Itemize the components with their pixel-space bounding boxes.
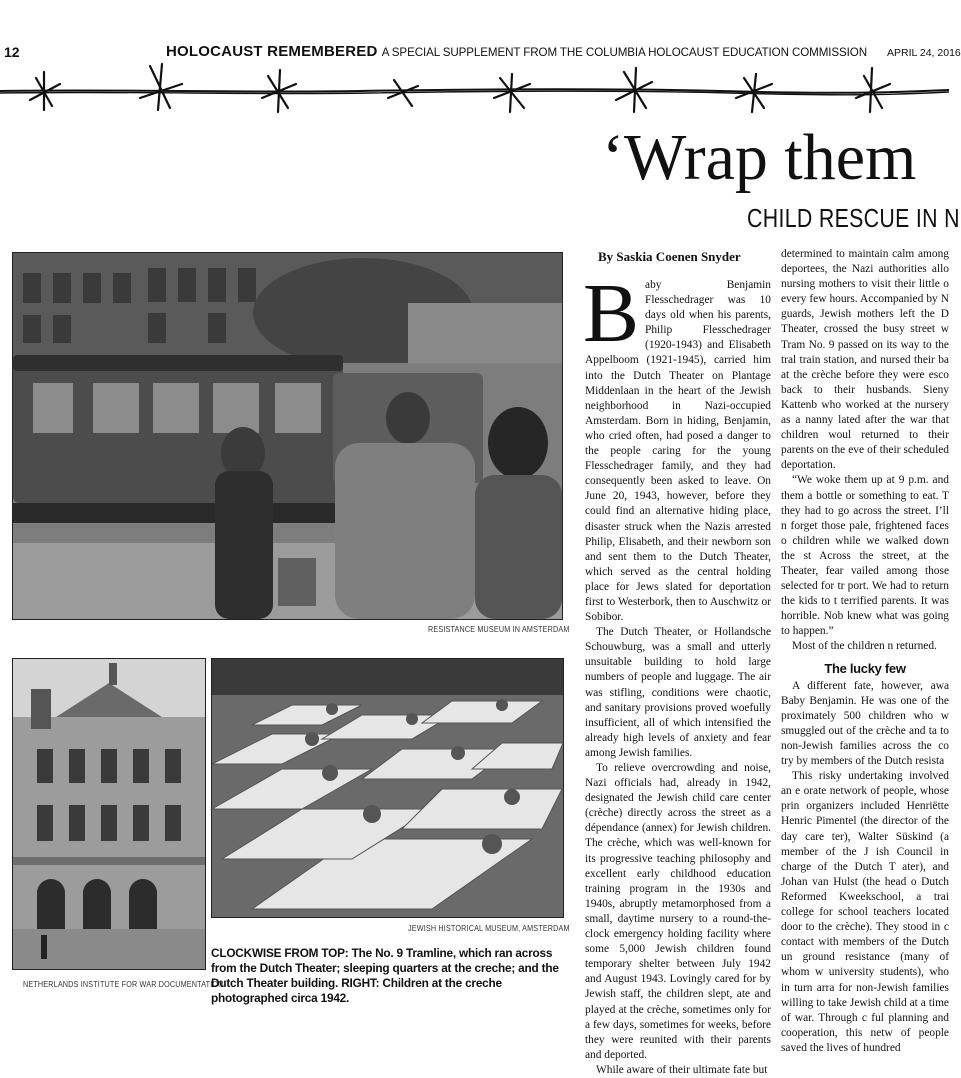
- article-headline: ‘Wrap them: [602, 121, 917, 194]
- article-paragraph: The Dutch Theater, or Hollandsche Schouwburg, was a small and utterly unsuitable building to hold large numbers of people and luggage. The air was stifling, conditions were chaotic, and sanitary provisions proved woefully insufficient, all of which intensified the already high levels of anxiety and fear among Jewish families.: [585, 626, 771, 759]
- issue-date: APRIL 24, 2016: [887, 47, 961, 59]
- dutch-theater-photo: [12, 658, 206, 970]
- article-paragraph: A different fate, however, awa Baby Benjamin. He was one of the proximately 500 children who w smuggled out of the crèche and ta to non-Jewish families across the co try by members of the Dutch resista: [781, 679, 949, 768]
- photo-caption: CLOCKWISE FROM TOP: The No. 9 Tramline, which ran across from the Dutch Theater; sleeping quarters at the creche; and the Dutch Theater building. RIGHT: Children at the creche photographed circa 1942.: [211, 946, 559, 1005]
- article-paragraph: Most of the children n returned.: [792, 640, 937, 653]
- dutch-theater-photo-image: [13, 659, 205, 969]
- article-lead-paragraph: Baby Benjamin Flesschedrager was 10 days old when his parents, Philip Flesschedrager (1920-1943) and Elisabeth Appelboom (1921-1945), carried him into the Dutch Theater on Plantage Middenlaan in the heart of the Jewish neighborhood in Nazi-occupied Amsterdam. Born in hiding, Benjamin, who cried often, had posed a danger to the people caring for the young Flesschedrager family, and they had consequently been asked to leave. On June 20, 1943, however, before they could find an alternative hiding place, disaster struck when the Nazis arrested Philip, Elisabeth, and their newborn son and sent them to the Dutch Theater, which served as the central holding place for Jews slated for deportation first to Westerbork, then to Auschwitz or Sobibor.: [583, 267, 771, 624]
- creche-photo-credit: JEWISH HISTORICAL MUSEUM, AMSTERDAM: [408, 923, 570, 933]
- article-byline: By Saskia Coenen Snyder: [598, 249, 741, 264]
- tramline-photo-image: [13, 253, 562, 619]
- tramline-photo-credit: RESISTANCE MUSEUM IN AMSTERDAM: [428, 624, 570, 634]
- barbed-wire-divider: [0, 58, 949, 120]
- article-column-1: [583, 267, 771, 1076]
- article-paragraph: “We woke them up at 9 p.m. and them a bottle or something to eat. T they had to go across the street. I’ll n forget those pale, frightened faces o children while we walked down the st Across the street, at the Theater, fear vailed among those selected for tr port. We had to return the kids to t terrified parents. It was horrible. Nob knew what was going to happen.”: [781, 474, 949, 638]
- article-paragraph: To relieve overcrowding and noise, Nazi officials had, already in 1942, designated the Jewish child care center (crèche) directly across the street as a dépendance (annex) for Jewish children. The crèche, which was well-known for its progressive teaching philosophy and excellent early childhood education training program in the 1930s and 1940s, abruptly metamorphosed from a small, daytime nursery to a round-the-clock emergency holding facility where some 5,000 Jewish children found temporary shelter between July 1942 and August 1943. Lovingly cared for by Jewish staff, the children slept, ate and played at the crèche, sometimes only for a few days, sometimes for weeks, before they were reunited with their parents and deported.: [585, 762, 771, 1061]
- page-number: 12: [4, 44, 20, 60]
- article-paragraph: This risky undertaking involved an e orate network of people, whose prin organizers included Henriëtte Henric Pimentel (the director of the day care ter), Walter Süskind (a member of the J ish Council in charge of the Dutch T ater), and Johan van Hulst (the head o Dutch Reformed Kweekschool, a trai college for school teachers located door to the crèche). They stood in c contact with members of the Dutch un ground resistance (many of whom w university students), who in turn arra for non-Jewish families willing to take Jewish child at a time of war. Through c ful planning and cooperation, this netw of people saved the lives of hundred: [781, 770, 949, 1054]
- dutch-theater-photo-credit: NETHERLANDS INSTITUTE FOR WAR DOCUMENTATION: [23, 979, 224, 989]
- tramline-photo: [12, 252, 563, 620]
- section-subtitle: A SPECIAL SUPPLEMENT FROM THE COLUMBIA HOLOCAUST EDUCATION COMMISSION: [381, 46, 867, 59]
- subsection-heading: The lucky few: [824, 660, 906, 676]
- section-title: HOLOCAUST REMEMBERED: [166, 43, 378, 60]
- article-paragraph: determined to maintain calm among deportees, the Nazi authorities allo nursing mothers to visit their little o every few hours. Accompanied by N guards, Jewish mothers left the D Theater, crossed the busy street w Tram No. 9 passed on its way to the tral train station, and nursed their ba at the crèche before they were esco back to their husbands. Sieny Kattenb who worked at the nursery as a nanny lated after the war that children woul returned to their parents on the eve of their scheduled deportation.: [781, 248, 949, 472]
- drop-cap: B: [583, 267, 640, 360]
- creche-sleeping-quarters-photo: [211, 658, 564, 918]
- article-subheadline: CHILD RESCUE IN N: [747, 203, 960, 233]
- creche-photo-image: [212, 659, 563, 917]
- article-paragraph: While aware of their ultimate fate but: [596, 1063, 768, 1076]
- article-column-2: [781, 247, 949, 1054]
